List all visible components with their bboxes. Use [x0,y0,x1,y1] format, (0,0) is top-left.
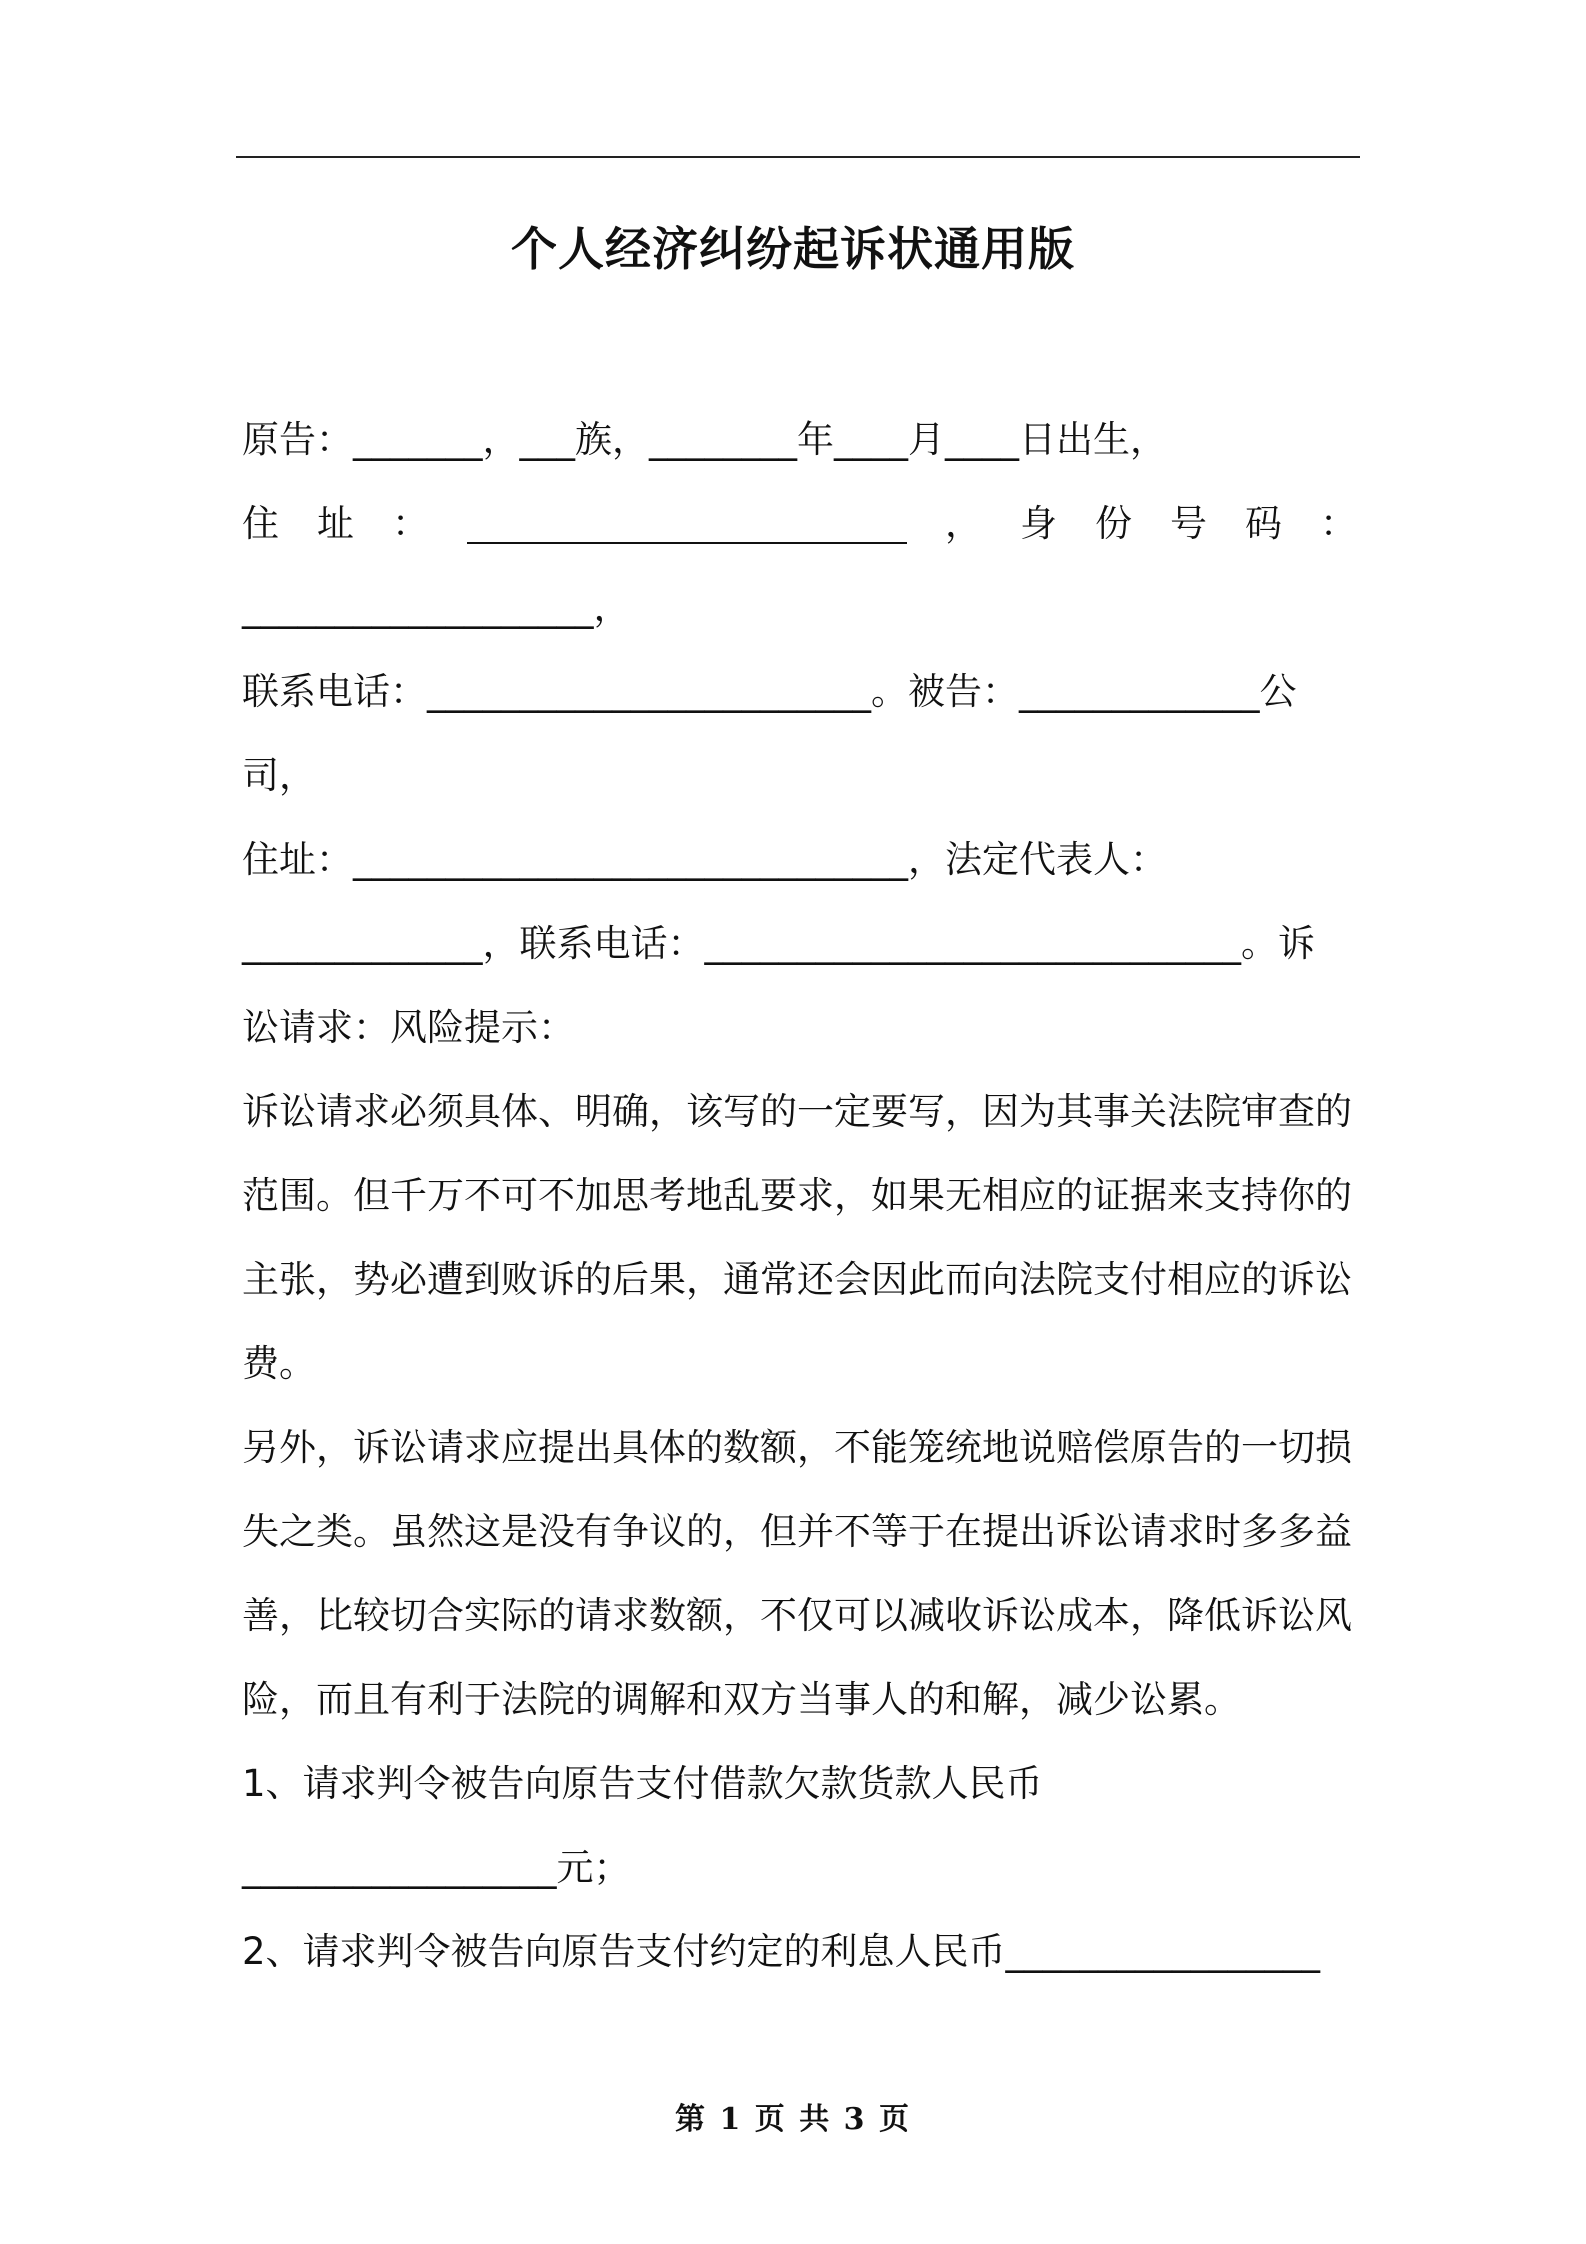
page-number: 第 1 页 共 3 页 [675,2102,911,2137]
header-rule [236,156,1360,158]
body-line-13: 另外，诉讼请求应提出具体的数额，不能笼统地说赔偿原告的一切损 [242,1426,1352,1469]
body-line-16: 险，而且有利于法院的调解和双方当事人的和解，减少讼累。 [242,1678,1241,1721]
body-line-2: 住 址 ： ， 身 份 号 码 ： [242,494,1357,554]
address-blank [467,504,907,544]
body-line-19: 2、请求判令被告向原告支付约定的利息人民币_________________ [242,1930,1321,1973]
body-line-18: _________________元； [242,1846,631,1889]
body-line-6: 住址：______________________________，法定代表人： [242,838,1167,881]
body-line-4: 联系电话：________________________。被告：_____________公 [242,670,1297,713]
body-line-3: ___________________， [242,586,631,629]
body-line-9: 诉讼请求必须具体、明确，该写的一定要写，因为其事关法院审查的 [242,1090,1352,1133]
address-label: 住 [242,502,279,545]
body-line-1: 原告：_______，___族，________年____月____日出生， [242,418,1167,461]
body-line-11: 主张，势必遭到败诉的后果，通常还会因此而向法院支付相应的诉讼 [242,1258,1352,1301]
body-line-7: _____________，联系电话：_____________________________。诉 [242,922,1315,965]
body-line-17: 1、请求判令被告向原告支付借款欠款货款人民币 [242,1762,1043,1805]
body-line-14: 失之类。虽然这是没有争议的，但并不等于在提出诉讼请求时多多益 [242,1510,1352,1553]
document-title: 个人经济纠纷起诉状通用版 [511,222,1075,276]
body-line-5: 司， [242,754,316,797]
body-line-8: 讼请求：风险提示： [242,1006,575,1049]
body-line-15: 善，比较切合实际的请求数额，不仅可以减收诉讼成本，降低诉讼风 [242,1594,1352,1637]
body-line-12: 费。 [242,1342,316,1385]
body-line-10: 范围。但千万不可不加思考地乱要求，如果无相应的证据来支持你的 [242,1174,1352,1217]
